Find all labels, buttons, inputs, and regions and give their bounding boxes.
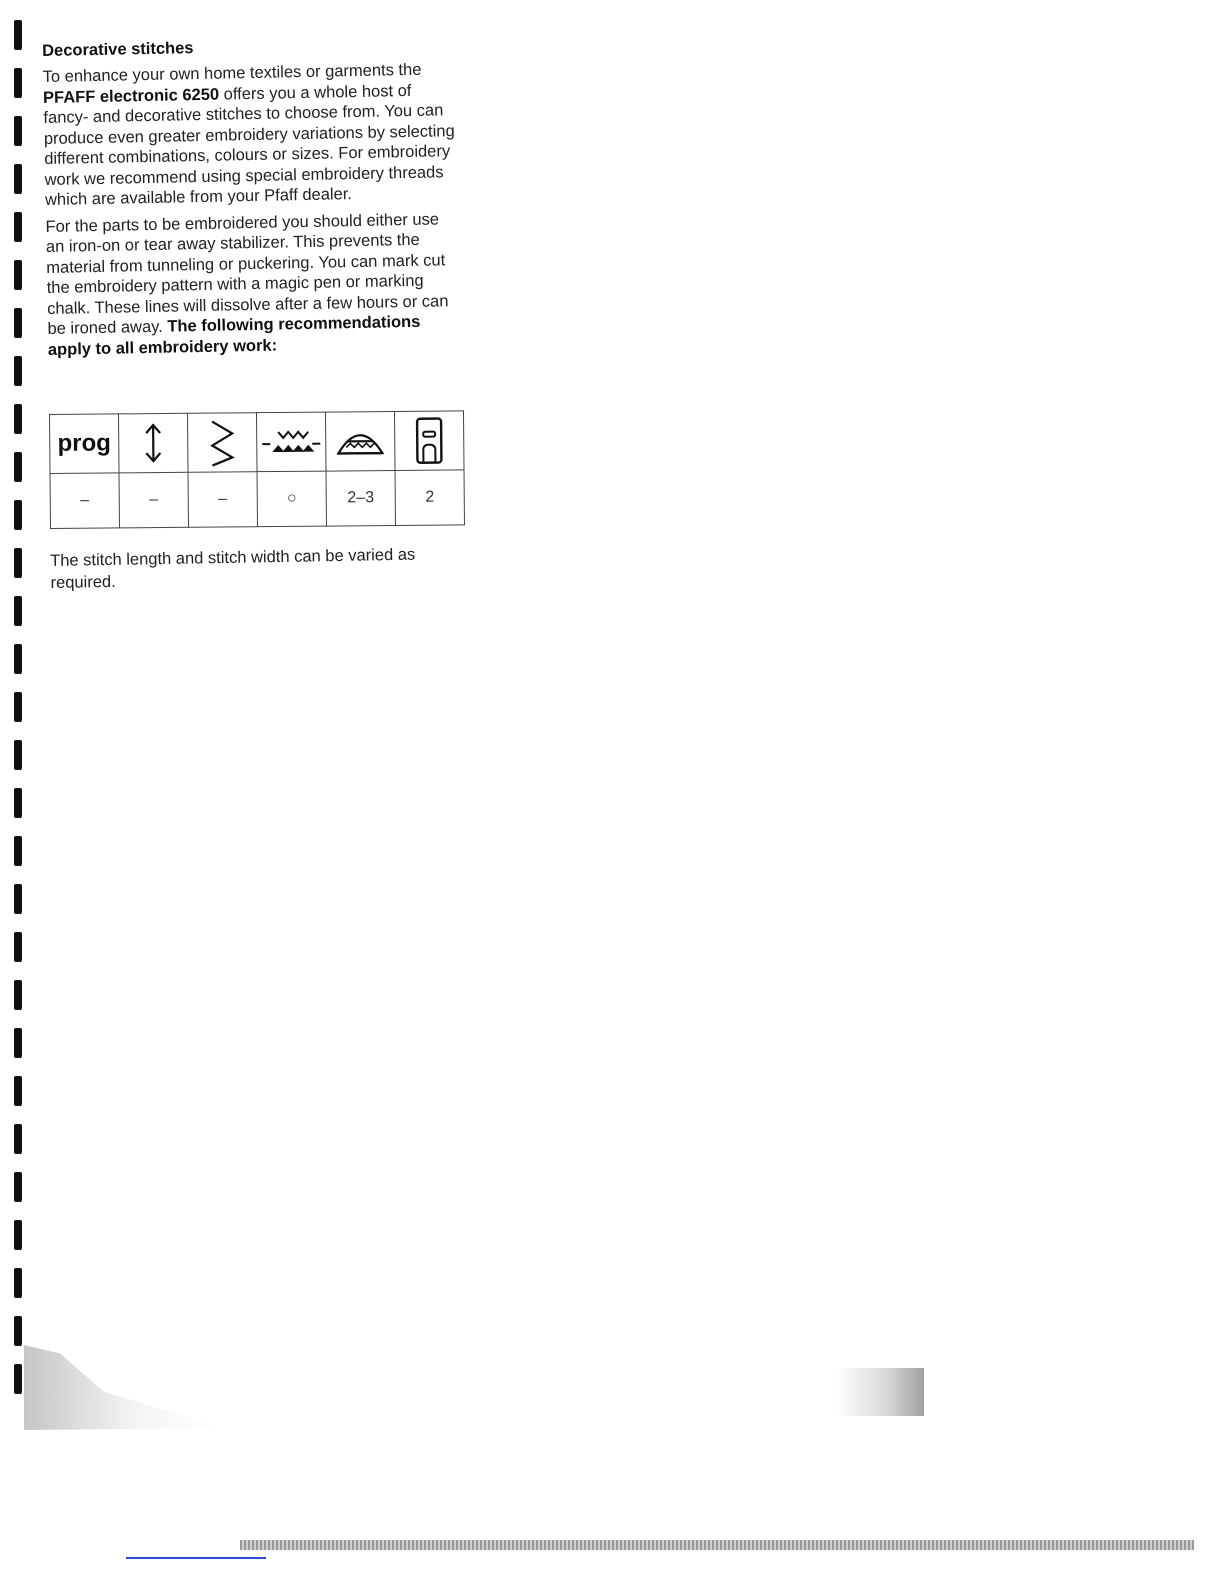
binding-mark (14, 1268, 22, 1298)
binding-mark (14, 1364, 22, 1394)
binding-mark (14, 596, 22, 626)
binding-mark (14, 308, 22, 338)
binding-mark (14, 164, 22, 194)
binding-mark (14, 1028, 22, 1058)
stabilizer-paragraph (45, 209, 463, 360)
footer-rule (240, 1540, 1194, 1550)
scan-artifact (838, 1368, 924, 1416)
intro-paragraph (42, 59, 460, 210)
header-feed-dog (256, 412, 326, 472)
header-stitch-width (187, 413, 257, 473)
binding-mark (14, 212, 22, 242)
value-stitch-length: – (119, 472, 188, 528)
scan-artifact (24, 1345, 224, 1430)
binding-mark (14, 884, 22, 914)
binding-mark (14, 932, 22, 962)
binding-mark (14, 68, 22, 98)
binding-mark (14, 260, 22, 290)
binding-mark (14, 1316, 22, 1346)
value-presser-foot: 2 (395, 470, 464, 526)
header-stitch-length (119, 413, 189, 473)
intro-text: To enhance your own home textiles or garments the (42, 60, 422, 86)
binding-mark (14, 1124, 22, 1154)
presser-foot-icon (412, 416, 446, 466)
stitch-adjustment-note: The stitch length and stitch width can be varied as required. (50, 545, 416, 592)
binding-mark (14, 548, 22, 578)
value-thread-tension: 2–3 (326, 470, 395, 526)
footer-link-underline (126, 1557, 266, 1559)
binding-mark (14, 644, 22, 674)
binding-mark (14, 1220, 22, 1250)
binding-mark (14, 1172, 22, 1202)
binding-mark (14, 116, 22, 146)
header-prog (50, 414, 120, 474)
recommended-settings-table (49, 410, 465, 529)
binding-mark (14, 788, 22, 818)
decorative-stitches-section (42, 34, 463, 366)
binding-mark (14, 836, 22, 866)
value-stitch-width: – (188, 472, 257, 528)
value-prog: – (50, 473, 119, 529)
binding-mark (14, 980, 22, 1010)
settings-header-row (50, 411, 464, 474)
binding-mark (14, 692, 22, 722)
binding-mark (14, 452, 22, 482)
binding-mark (14, 404, 22, 434)
prog-label: prog (57, 429, 112, 457)
feed-dog-icon (258, 422, 324, 463)
binding-mark (14, 20, 22, 50)
binding-mark (14, 500, 22, 530)
stitch-width-icon (205, 417, 239, 467)
binding-mark (14, 356, 22, 386)
stitch-length-icon (138, 420, 168, 466)
settings-value-row (50, 470, 464, 529)
intro-text-continued: offers you a whole host of fancy- and decorative stitches to choose from. You can produce even greater embroidery variations by selecting different combinations, colours or sizes. For embroidery work we recommend using special embroidery threads which are available from your Pfaff dealer. (43, 81, 455, 209)
section-title: Decorative stitches (42, 39, 194, 60)
recommendations-lead: The following recommendations apply to all embroidery work: (47, 312, 421, 359)
header-thread-tension (325, 411, 395, 471)
value-feed-dog: ○ (257, 471, 326, 527)
thread-tension-icon (334, 421, 386, 461)
machine-model: PFAFF electronic 6250 (42, 85, 220, 107)
binding-mark (14, 740, 22, 770)
binding-holes (14, 20, 24, 1420)
stabilizer-text: For the parts to be embroidered you should either use an iron-on or tear away stabilizer. This prevents the material from tunneling or puckering. You can mark cut the embroidery pattern with a magic pen or marking chalk. These lines will dissolve after a few hours or can be ironed away. (45, 209, 449, 338)
binding-mark (14, 1076, 22, 1106)
header-presser-foot (394, 411, 464, 471)
